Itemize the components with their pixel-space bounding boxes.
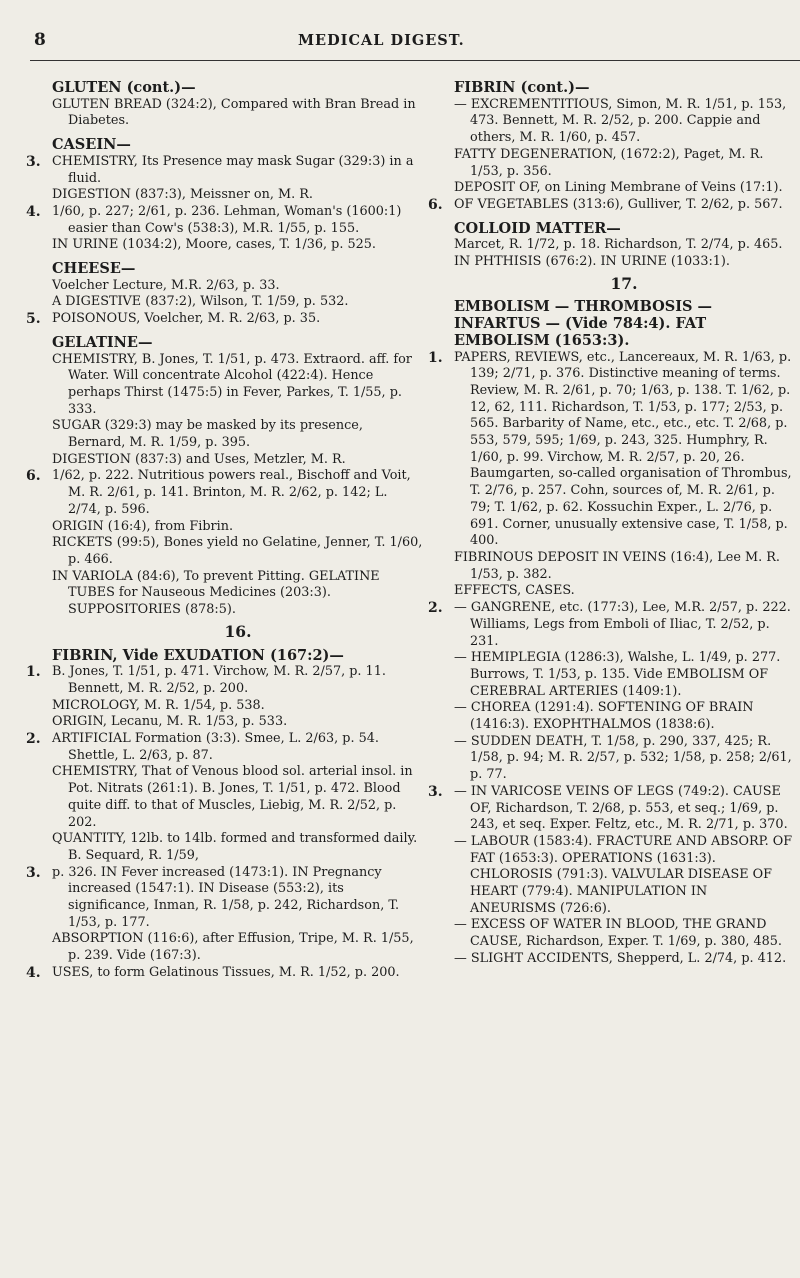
entry-text: IN VARIOLA (84:6), To prevent Pitting. GELATINE TUBES for Nauseous Medicines (203:3). SUPPOSITORIES (878:5). [52,568,380,618]
entry-text: — IN VARICOSE VEINS OF LEGS (749:2). CAUSE OF, Richardson, T. 2/68, p. 553, et seq.; 1/69, p. 243, et seq. Exper. Feltz, etc., M. R. 2/71, p. 370. [454,783,788,833]
index-entry [52,714,424,731]
index-entry [26,203,424,237]
entry-text: — SLIGHT ACCIDENTS, Shepperd, L. 2/74, p. 412. [454,950,787,966]
entry-text: — CHOREA (1291:4). SOFTENING OF BRAIN (1416:3). EXOPHTHALMOS (1838:6). [454,700,754,733]
entry-text: DIGESTION (837:3) and Uses, Metzler, M. R. [52,451,346,467]
entry-text: IN URINE (1034:2), Moore, cases, T. 1/36, p. 525. [52,237,377,253]
index-heading: CHEESE— [52,260,136,278]
entry-text: — SUDDEN DEATH, T. 1/58, p. 290, 337, 425; R. 1/58, p. 94; M. R. 2/57, p. 532; 1/58, p. 258; 2/61, p. 77. [454,733,792,783]
index-heading: EMBOLISM — THROMBOSIS — INFARTUS — (Vide 784:4). FAT EMBOLISM (1653:3). [454,298,713,349]
index-entry [454,254,794,271]
index-entry [52,187,424,204]
entry-text: QUANTITY, 12lb. to 14lb. formed and transformed daily. B. Sequard, R. 1/59, [52,831,418,863]
index-entry [454,834,794,918]
index-heading: CASEIN— [52,136,131,154]
entry-text: OF VEGETABLES (313:6), Gulliver, T. 2/62, p. 567. [454,196,783,212]
entry-text: p. 326. IN Fever increased (1473:1). IN Pregnancy increased (1547:1). IN Disease (553:2), its significance, Inman, R. 1/58, p. 242, Richardson, T. 1/53, p. 177. [52,864,400,930]
index-entry [454,583,794,600]
entry-text: ABSORPTION (116:6), after Effusion, Tripe, M. R. 1/55, p. 239. Vide (167:3). [52,931,414,964]
index-entry [52,278,424,295]
entry-text: 1/62, p. 222. Nutritious powers real., Bischoff and Voit, M. R. 2/61, p. 141. Brinton, M. R. 2/62, p. 142; L. 2/74, p. 596. [52,468,411,517]
entry-text: — GANGRENE, etc. (177:3), Lee, M.R. 2/57, p. 222. Williams, Legs from Emboli of Iliac, T. 2/52, p. 231. [454,600,791,649]
index-entry [52,931,424,964]
margin-number: 4. [26,203,41,220]
index-heading: GELATINE— [52,333,153,351]
entry-text: CHEMISTRY, That of Venous blood sol. arterial insol. in Pot. Nitrats (261:1). B. Jones, T. 1/51, p. 472. Blood quite diff. to that of Muscles, Liebig, M. R. 2/52, p. 202. [52,764,413,830]
entry-text: — HEMIPLEGIA (1286:3), Walshe, L. 1/49, p. 277. Burrows, T. 1/53, p. 135. Vide EMBOLISM OF CEREBRAL ARTERIES (1409:1). [454,650,781,699]
index-entry [428,600,794,650]
page-number: 8 [34,30,46,50]
index-entry [454,650,794,700]
index-entry [26,864,424,932]
entry-text: RICKETS (99:5), Bones yield no Gelatine, Jenner, T. 1/60, p. 466. [52,535,423,567]
right-column [428,79,794,968]
margin-number: 3. [26,153,41,170]
index-entry [26,664,424,697]
index-entry [428,783,794,834]
index-entry [52,569,424,619]
left-column [26,79,424,982]
margin-number: 3. [428,783,443,800]
index-entry [26,468,424,518]
index-entry [26,731,424,764]
index-entry [52,352,424,419]
index-heading: GLUTEN (cont.)— [52,79,196,96]
margin-number: 2. [428,600,443,617]
margin-number: 6. [26,468,41,485]
index-heading: FIBRIN (cont.)— [454,79,590,96]
index-entry [52,294,424,311]
entry-text: — EXCREMENTITIOUS, Simon, M. R. 1/51, p. 153, 473. Bennett, M. R. 2/52, p. 200. Cappie and others, M. R. 1/60, p. 457. [454,96,787,146]
index-entry [52,452,424,469]
index-entry [454,180,794,197]
entry-text: DIGESTION (837:3), Meissner on, M. R. [52,187,313,203]
entry-text: FIBRINOUS DEPOSIT IN VEINS (16:4), Lee M. R. 1/53, p. 382. [454,549,780,582]
entry-text: PAPERS, REVIEWS, etc., Lancereaux, M. R. 1/63, p. 139; 2/71, p. 376. Distinctive meaning of terms. Review, M. R. 2/61, p. 70; 1/63, p. 138. T. 1/62, p. 12, 62, 111. Richardson, T. 1/53, p. 177; 2/53, p. 565. Barbarity of Name, etc., etc., etc. T. 2/68, p. 553, 579, 595; 1/69, p. 243, 325. Humphry, R. 1/60, p. 99. Virchow, M. R. 2/57, p. 20, 26. Baumgarten, so-called organisation of Thrombus, T. 2/76, p. 257. Cohn, sources of, M. R. 2/61, p. 79; T. 1/62, p. 62. Kossuchin Exper., L. 2/76, p. 691. Corner, unusually extensive case, T. 1/58, p. 400. [454,349,792,549]
margin-number: 6. [428,196,443,213]
index-entry [454,237,794,254]
index-entry [454,734,794,784]
entry-text: USES, to form Gelatinous Tissues, M. R. 1/52, p. 200. [52,964,400,980]
index-entry [428,196,794,214]
margin-number: 2. [26,731,41,748]
margin-number: 3. [26,864,41,881]
index-entry [52,519,424,536]
index-entry [52,418,424,451]
index-entry [52,698,424,715]
index-entry [52,535,424,568]
entry-text: B. Jones, T. 1/51, p. 471. Virchow, M. R. 2/57, p. 11. Bennett, M. R. 2/52, p. 200. [52,664,386,696]
header-rule [30,60,800,61]
index-entry [52,97,424,130]
index-entry [52,764,424,831]
entry-text: Marcet, R. 1/72, p. 18. Richardson, T. 2/74, p. 465. [454,237,783,253]
index-entry [428,349,794,550]
index-entry [454,917,794,950]
entry-text: — EXCESS OF WATER IN BLOOD, THE GRAND CAUSE, Richardson, Exper. T. 1/69, p. 380, 485. [454,917,782,950]
entry-text: ORIGIN (16:4), from Fibrin. [52,518,234,534]
index-entry [52,237,424,254]
entry-text: DEPOSIT OF, on Lining Membrane of Veins (17:1). [454,180,783,196]
index-entry [52,831,424,864]
index-heading: COLLOID MATTER— [454,219,621,237]
margin-number: 4. [26,964,41,981]
entry-text: ORIGIN, Lecanu, M. R. 1/53, p. 533. [52,714,288,730]
entry-text: SUGAR (329:3) may be masked by its presence, Bernard, M. R. 1/59, p. 395. [52,418,363,451]
index-heading: FIBRIN, Vide EXUDATION (167:2)— [52,646,344,664]
entry-text: CHEMISTRY, B. Jones, T. 1/51, p. 473. Extraord. aff. for Water. Will concentrate Alcohol (422:4). Hence perhaps Thirst (1475:5) in Fever, Parkes, T. 1/55, p. 333. [52,351,412,417]
index-entry [26,964,424,982]
entry-text: ARTIFICIAL Formation (3:3). Smee, L. 2/63, p. 54. Shettle, L. 2/63, p. 87. [52,731,379,763]
entry-text: MICROLOGY, M. R. 1/54, p. 538. [52,697,265,713]
entry-text: POISONOUS, Voelcher, M. R. 2/63, p. 35. [52,311,321,327]
running-title: MEDICAL DIGEST. [298,32,465,49]
index-entry [454,550,794,583]
entry-text: 1/60, p. 227; 2/61, p. 236. Lehman, Woman's (1600:1) easier than Cow's (538:3), M.R. 1/55, p. 155. [52,203,402,236]
entry-text: IN PHTHISIS (676:2). IN URINE (1033:1). [454,254,730,270]
index-entry [454,97,794,147]
entry-text: A DIGESTIVE (837:2), Wilson, T. 1/59, p. 532. [52,294,349,310]
index-entry [26,153,424,187]
margin-number: 1. [26,664,41,681]
entry-text: GLUTEN BREAD (324:2), Compared with Bran Bread in Diabetes. [52,96,416,129]
entry-text: FATTY DEGENERATION, (1672:2), Paget, M. R. 1/53, p. 356. [454,146,764,179]
margin-number: 1. [428,349,443,366]
entry-text: Voelcher Lecture, M.R. 2/63, p. 33. [52,277,280,293]
index-entry [26,311,424,328]
section-number: 16. [224,621,252,641]
entry-text: EFFECTS, CASES. [454,583,575,599]
section-number: 17. [610,273,638,293]
entry-text: CHEMISTRY, Its Presence may mask Sugar (329:3) in a fluid. [52,153,414,186]
index-entry [454,700,794,733]
index-entry [454,147,794,180]
entry-text: — LABOUR (1583:4). FRACTURE AND ABSORP. OF FAT (1653:3). OPERATIONS (1631:3). CHLOROSIS (791:3). VALVULAR DISEASE OF HEART (779:4). MANIPULATION IN ANEURISMS (726:6). [454,833,793,916]
index-entry [454,951,794,968]
margin-number: 5. [26,311,41,328]
